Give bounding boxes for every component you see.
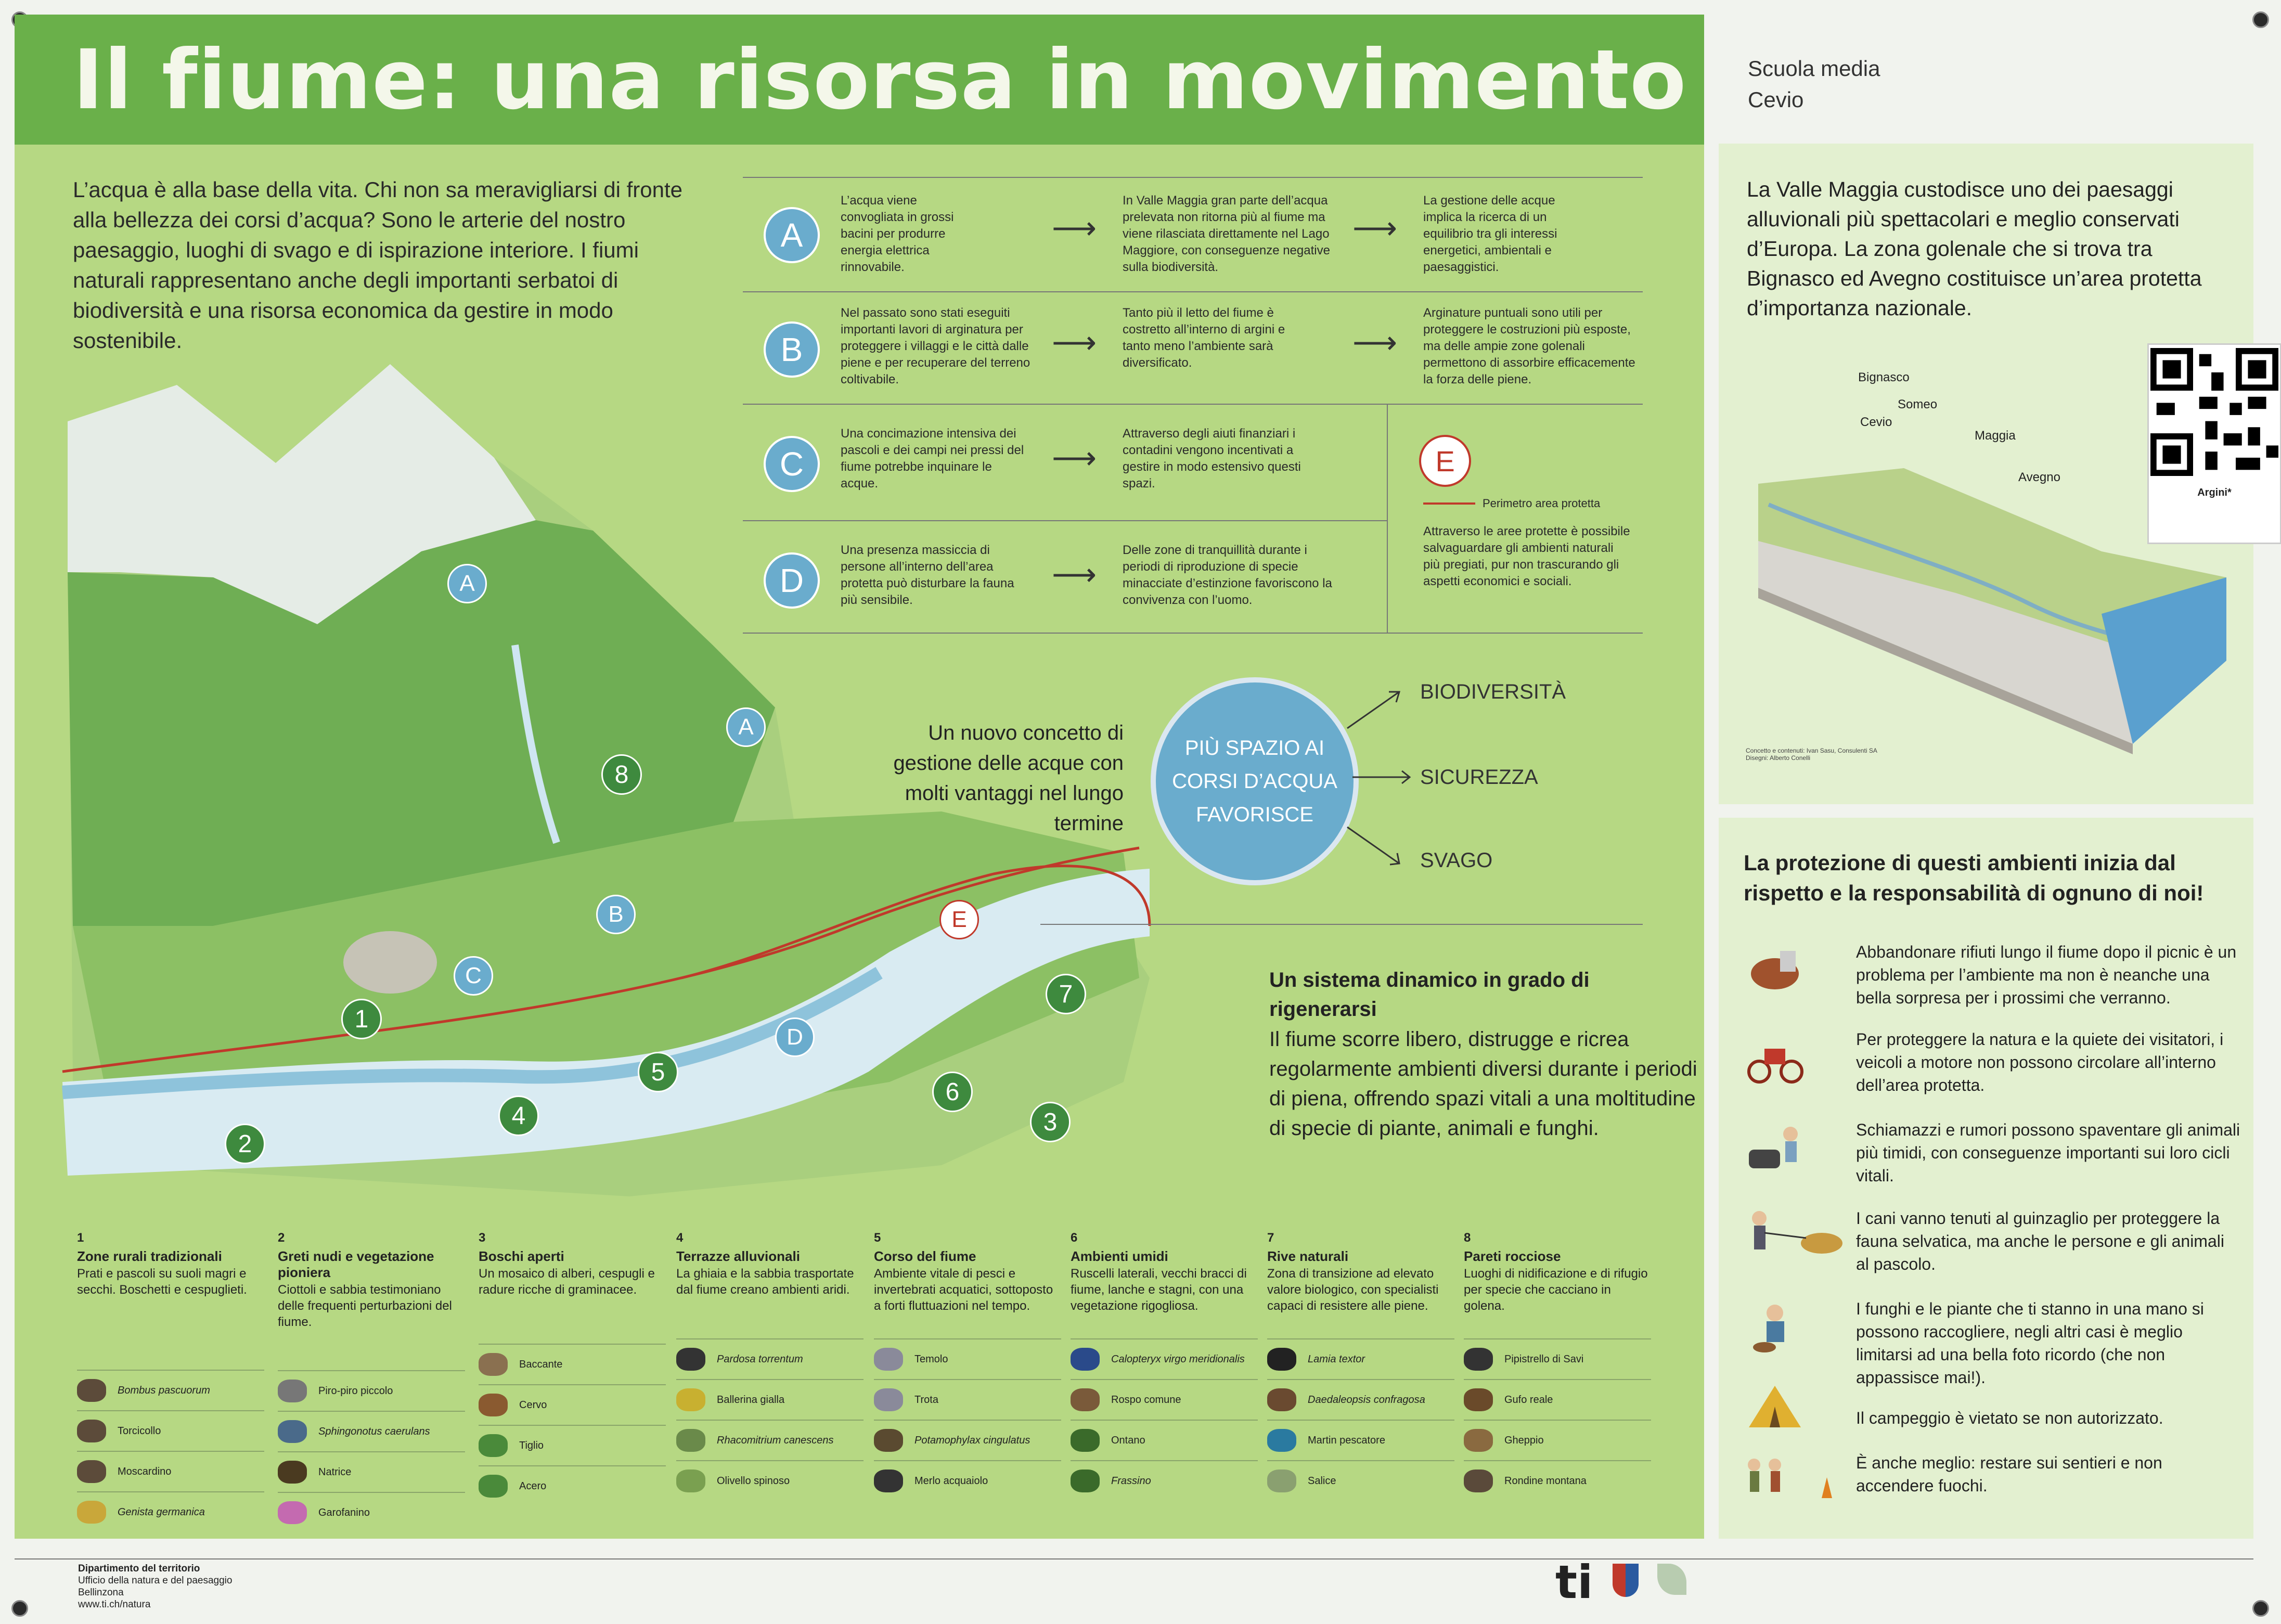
canton-logo: ti [1555,1555,1593,1609]
species-name: Salice [1308,1475,1336,1487]
species-item [278,1451,465,1492]
row-a-solution: La gestione delle acque implica la ricerca di un equilibrio tra gli interessi energetici, ambientali e paesaggistici. [1423,194,1557,274]
legend-description: Ruscelli laterali, vecchi bracci di fiume, lanche e stagni, con una vegetazione rigogliosa. [1071,1267,1247,1313]
row-c-solution: Attraverso degli aiuti finanziari i contadini vengono incentivati a gestire in modo estensivo questi spazi. [1123,427,1301,491]
row-b-effect: Tanto più il letto del fiume è costretto all’interno di argini e tanto meno l’ambiente sarà diversificato. [1123,306,1285,370]
table-divider [743,177,1643,178]
species-item [479,1465,666,1506]
benefit-safety: SICUREZZA [1420,766,1538,789]
rule-item [1744,1207,2243,1280]
bat-icon [1464,1348,1493,1371]
rule-text: Per proteggere la natura e la quiete dei visitatori, i veicoli a motore non possono circolare all’interno dell’area protetta. [1856,1030,2224,1094]
species-name: Genista germanica [118,1506,205,1518]
arrow-icon: ⟶ [1052,325,1097,360]
species-item [77,1410,264,1451]
screw [11,1600,28,1617]
bird-icon [676,1388,705,1411]
responsibility-title: La protezione di questi ambienti inizia dal rispetto e la responsabilità di ognuno di noi! [1744,850,2204,905]
species-name: Daedaleopsis confragosa [1308,1394,1425,1406]
species-name: Tiglio [519,1439,544,1451]
swallow-icon [1464,1470,1493,1492]
species-name: Piro-piro piccolo [318,1385,393,1397]
species-name: Ballerina gialla [717,1394,785,1406]
footer-rule [15,1558,2253,1559]
fungus-icon [1267,1388,1296,1411]
row-letter-b: B [764,321,820,378]
dog-leash-icon [1744,1207,1806,1264]
legend-description: Zona di transizione ad elevato valore biologico, con specialisti capaci di resistere alle piene. [1267,1267,1439,1313]
leaf-icon [479,1475,508,1498]
falcon-icon [1464,1429,1493,1452]
legend-column-4 [676,1231,864,1501]
species-item [676,1420,864,1460]
intro-text: L’acqua è alla base della vita. Chi non sa meravigliarsi di fronte alla bellezza dei corsi d’acqua? Sono le arterie del nostro paesaggio, luoghi di svago e di ispirazione interiore. I fiumi naturali rappresentano anche degli importanti serbatoi di biodiversità e una risorsa economica da gestire in modo sostenibile. [73,177,683,353]
place-label: Bignasco [1858,370,1910,384]
dragonfly-icon [1071,1348,1100,1371]
legend-heading: Rive naturali [1267,1248,1349,1264]
dynamic-text: Il fiume scorre libero, distrugge e ricrea regolarmente ambienti diversi durante i periodi di piena, offrendo spazi vitali a una moltitudine di specie di piante, animali e funghi. [1269,1028,1697,1140]
species-name: Torcicollo [118,1425,161,1437]
species-item [1464,1338,1651,1379]
table-divider [743,291,1643,292]
leaf-icon [1071,1429,1100,1452]
legend-heading: Boschi aperti [479,1248,564,1264]
perimeter-legend: Perimetro area protetta [1483,497,1601,510]
school-label [1748,53,1880,115]
row-b-cause: Nel passato sono stati eseguiti importanti lavori di arginatura per proteggere i villaggi e le città dalle piene e per recuperare del terreno coltivabile. [841,306,1030,386]
rule-text: Il campeggio è vietato se non autorizzato. [1856,1409,2163,1427]
legend-column-1 [77,1231,264,1532]
fish-icon [874,1388,903,1411]
legend-number: 1 [77,1231,84,1245]
leaf-icon [479,1434,508,1457]
place-label: Someo [1898,397,1938,411]
map-number-6: 6 [932,1072,973,1112]
species-item [77,1491,264,1532]
species-name: Merlo acquaiolo [914,1475,988,1487]
legend-description: Luoghi di nidificazione e di rifugio per specie che cacciano in golena. [1464,1267,1648,1313]
fish-icon [874,1348,903,1371]
species-name: Martin pescatore [1308,1434,1385,1446]
species-name: Moscardino [118,1465,172,1477]
row-a-cause: L’acqua viene convogliata in grossi bacini per produrre energia elettrica rinnovabile. [841,194,954,274]
bird-icon [278,1380,307,1402]
screw [2252,1600,2269,1617]
mushroom-picking-icon [1744,1297,1806,1355]
legend-number: 5 [874,1231,881,1245]
plant-icon [77,1501,106,1524]
rule-text: Abbandonare rifiuti lungo il fiume dopo il picnic è un problema per l’ambiente ma non è neanche una bella sorpresa per i prossimi che verranno. [1856,943,2237,1007]
table-divider-vertical [1387,404,1388,633]
arrow-icon: ⟶ [1352,211,1398,246]
legend-column-7 [1267,1231,1454,1501]
kingfisher-icon [1267,1429,1296,1452]
map-number-4: 4 [498,1095,539,1136]
benefit-leisure: SVAGO [1420,849,1493,872]
motorbike-icon [1744,1028,1806,1085]
bumblebee-icon [77,1379,106,1402]
legend-description: Ambiente vitale di pesci e invertebrati acquatici, sottoposto a forti fluttuazioni nel tempo. [874,1267,1053,1313]
species-item [1267,1420,1454,1460]
arrow-icon: ⟶ [1052,441,1097,475]
dormouse-icon [77,1460,106,1483]
dynamic-title: Un sistema dinamico in grado di rigenerarsi [1269,969,1590,1021]
species-item [1071,1338,1258,1379]
tent-icon [1744,1375,1806,1433]
perimeter-line [1423,502,1475,505]
species-item [1071,1420,1258,1460]
noise-icon [1744,1118,1806,1176]
species-name: Olivello spinoso [717,1475,790,1487]
page-title: Il fiume: una risorsa in movimento [73,32,1687,128]
map-number-1: 1 [341,999,382,1039]
species-item [676,1379,864,1420]
legend-column-3 [479,1231,666,1506]
rule-item [1744,1451,2243,1509]
species-name: Acero [519,1480,547,1492]
legend-column-2 [278,1231,465,1532]
legend-heading: Ambienti umidi [1071,1248,1168,1264]
legend-heading: Corso del fiume [874,1248,976,1264]
legend-description: Ciottoli e sabbia testimoniano delle frequenti perturbazioni del fiume. [278,1283,452,1329]
map-number-7: 7 [1046,974,1086,1014]
legend-number: 3 [479,1231,486,1245]
species-item [874,1460,1061,1501]
right-intro-text: La Valle Maggia custodisce uno dei paesaggi alluvionali più spettacolari e meglio conservati d’Europa. La zona golenale che si trova tra Bignasco ed Avegno costituisce un’area protetta d’importanza nazionale. [1747,177,2202,320]
map-marker-d: D [775,1017,815,1057]
bird-icon [77,1420,106,1442]
moss-icon [676,1429,705,1452]
species-item [77,1370,264,1410]
species-item [278,1411,465,1451]
concept-text: Un nuovo concetto di gestione delle acque con molti vantaggi nel lungo termine [893,721,1124,835]
shield-icon [1613,1564,1639,1597]
place-label: Maggia [1975,429,2016,443]
footer-line: Dipartimento del territorio [78,1563,200,1574]
species-item [77,1451,264,1491]
map-marker-a: A [447,564,487,603]
row-e-text: Attraverso le aree protette è possibile salvaguardare gli ambienti naturali più pregiati, pur non trascurando gli aspetti economici e sociali. [1423,524,1630,588]
species-name: Cervo [519,1399,547,1411]
grasshopper-icon [278,1420,307,1443]
species-item [1267,1460,1454,1501]
arrow-icon: ⟶ [1352,325,1398,360]
map-marker-a: A [726,707,766,747]
map-marker-b: B [596,895,636,934]
butterfly-icon [479,1353,508,1376]
species-item [676,1338,864,1379]
legend-heading: Terrazze alluvionali [676,1248,800,1264]
rule-text: Schiamazzi e rumori possono spaventare gli animali più timidi, con conseguenze importanti sui loro cicli vitali. [1856,1120,2240,1185]
school-line1: Scuola media [1748,56,1880,81]
leaf-icon [1071,1470,1100,1492]
rule-item [1744,1028,2243,1101]
species-item [676,1460,864,1501]
species-item [874,1338,1061,1379]
legend-heading: Zone rurali tradizionali [77,1248,222,1264]
species-name: Rospo comune [1111,1394,1181,1406]
species-item [479,1425,666,1465]
species-item [1464,1460,1651,1501]
credit-line: Concetto e contenuti: Ivan Sasu, Consulenti SA [1746,747,1877,754]
legend-number: 2 [278,1231,285,1245]
rule-text: È anche meglio: restare sui sentieri e non accendere fuochi. [1856,1453,2162,1495]
flower-icon [278,1501,307,1524]
map-credit [1746,747,1877,762]
legend-description: Prati e pascoli su suoli magri e secchi. Boschetti e cespuglieti. [77,1267,247,1297]
legend-heading: Greti nudi e vegetazione pioniera [278,1248,434,1280]
map-marker-c: C [454,956,493,996]
snake-icon [278,1461,307,1484]
benefit-biodiversity: BIODIVERSITÀ [1420,680,1566,703]
campfire-icon [1744,1451,1806,1509]
species-name: Natrice [318,1466,352,1478]
rule-item [1744,1407,2243,1443]
footer-line: Bellinzona [78,1587,124,1598]
species-name: Trota [914,1394,938,1406]
row-letter-e: E [1419,435,1471,487]
rule-text: I cani vanno tenuti al guinzaglio per proteggere la fauna selvatica, ma anche le persone e gli animali al pascolo. [1856,1209,2224,1273]
row-letter-c: C [764,436,820,492]
species-name: Gufo reale [1504,1394,1553,1406]
screw [2252,11,2269,28]
legend-column-6 [1071,1231,1258,1501]
species-name: Frassino [1111,1475,1151,1487]
leaf-icon [1267,1470,1296,1492]
footer-credits [78,1563,232,1610]
legend-column-8 [1464,1231,1651,1501]
species-name: Temolo [914,1353,948,1365]
map-number-5: 5 [638,1052,678,1092]
beetle-icon [1267,1348,1296,1371]
concept-circle: PIÙ SPAZIO AI CORSI D’ACQUA FAVORISCE [1151,677,1359,885]
place-label: Cevio [1860,415,1892,429]
rule-item [1744,1297,2243,1387]
species-item [278,1370,465,1411]
species-name: Lamia textor [1308,1353,1365,1365]
legend-description: Un mosaico di alberi, cespugli e radure ricche di graminacee. [479,1267,655,1297]
species-item [479,1384,666,1425]
legend-column-5 [874,1231,1061,1501]
row-d-solution: Delle zone di tranquillità durante i periodi di riproduzione di specie minacciate d’estinzione favoriscono la convivenza con l’uomo. [1123,543,1332,607]
owl-icon [1464,1388,1493,1411]
benefit-arrows [1342,687,1431,874]
rule-item [1744,940,2243,1013]
legend-number: 4 [676,1231,684,1245]
species-name: Gheppio [1504,1434,1544,1446]
rule-item [1744,1118,2243,1191]
species-item [1071,1379,1258,1420]
toad-icon [1071,1388,1100,1411]
deer-icon [479,1394,508,1416]
species-name: Potamophylax cingulatus [914,1434,1030,1446]
map-number-8: 8 [601,754,642,795]
legend-description: La ghiaia e la sabbia trasportate dal fiume creano ambienti aridi. [676,1267,854,1297]
row-d-cause: Una presenza massiccia di persone all’interno dell’area protetta può disturbare la fauna più sensibile. [841,543,1014,607]
rule-text: I funghi e le piante che ti stanno in una mano si possono raccogliere, negli altri casi è meglio limitarsi ad una bella foto ricordo (che non appassisce mai!). [1856,1299,2204,1387]
species-item [1464,1379,1651,1420]
species-item [874,1379,1061,1420]
row-b-solution: Arginature puntuali sono utili per proteggere le costruzioni più esposte, ma delle ampie zone golenali permettono di assorbire efficacemente la forza delle piene. [1423,306,1635,386]
species-name: Sphingonotus caerulans [318,1425,430,1437]
footer-line: Ufficio della natura e del paesaggio [78,1575,233,1586]
row-letter-a: A [764,207,820,263]
map-number-2: 2 [225,1124,265,1164]
spider-icon [676,1348,705,1371]
divider [1040,924,1643,925]
species-name: Bombus pascuorum [118,1384,210,1396]
legend-heading: Pareti rocciose [1464,1248,1561,1264]
larva-icon [874,1429,903,1452]
leaf-logo-icon [1657,1564,1686,1595]
species-item [1071,1460,1258,1501]
bird-icon [874,1470,903,1492]
row-c-cause: Una concimazione intensiva dei pascoli e dei campi nei pressi del fiume potrebbe inquinare le acque. [841,427,1024,491]
credit-line: Disegni: Alberto Conelli [1746,754,1811,762]
species-item [1267,1338,1454,1379]
species-name: Pipistrello di Savi [1504,1353,1584,1365]
place-label: Avegno [2018,470,2060,484]
species-item [874,1420,1061,1460]
species-item [1267,1379,1454,1420]
arrow-icon: ⟶ [1052,557,1097,592]
shrub-icon [676,1470,705,1492]
map-marker-e: E [939,900,979,939]
school-line2: Cevio [1748,87,1804,112]
row-a-effect: In Valle Maggia gran parte dell’acqua prelevata non ritorna più al fiume ma viene rilasciata direttamente nel Lago Maggiore, con conseguenze negative sulla biodiversità. [1123,194,1330,274]
species-name: Rondine montana [1504,1475,1587,1487]
species-item [1464,1420,1651,1460]
species-item [479,1344,666,1384]
legend-number: 6 [1071,1231,1078,1245]
species-name: Rhacomitrium canescens [717,1434,834,1446]
species-name: Baccante [519,1358,563,1370]
legend-number: 8 [1464,1231,1471,1245]
species-name: Ontano [1111,1434,1145,1446]
row-letter-d: D [764,552,820,609]
legend-number: 7 [1267,1231,1274,1245]
species-name: Calopteryx virgo meridionalis [1111,1353,1245,1365]
map-number-3: 3 [1030,1102,1071,1142]
litter-icon [1744,940,1806,998]
arrow-icon: ⟶ [1052,211,1097,246]
footer-line: www.ti.ch/natura [78,1599,151,1610]
species-item [278,1492,465,1532]
species-name: Pardosa torrentum [717,1353,803,1365]
qr-caption: Argini* [2197,487,2232,498]
species-name: Garofanino [318,1506,370,1518]
